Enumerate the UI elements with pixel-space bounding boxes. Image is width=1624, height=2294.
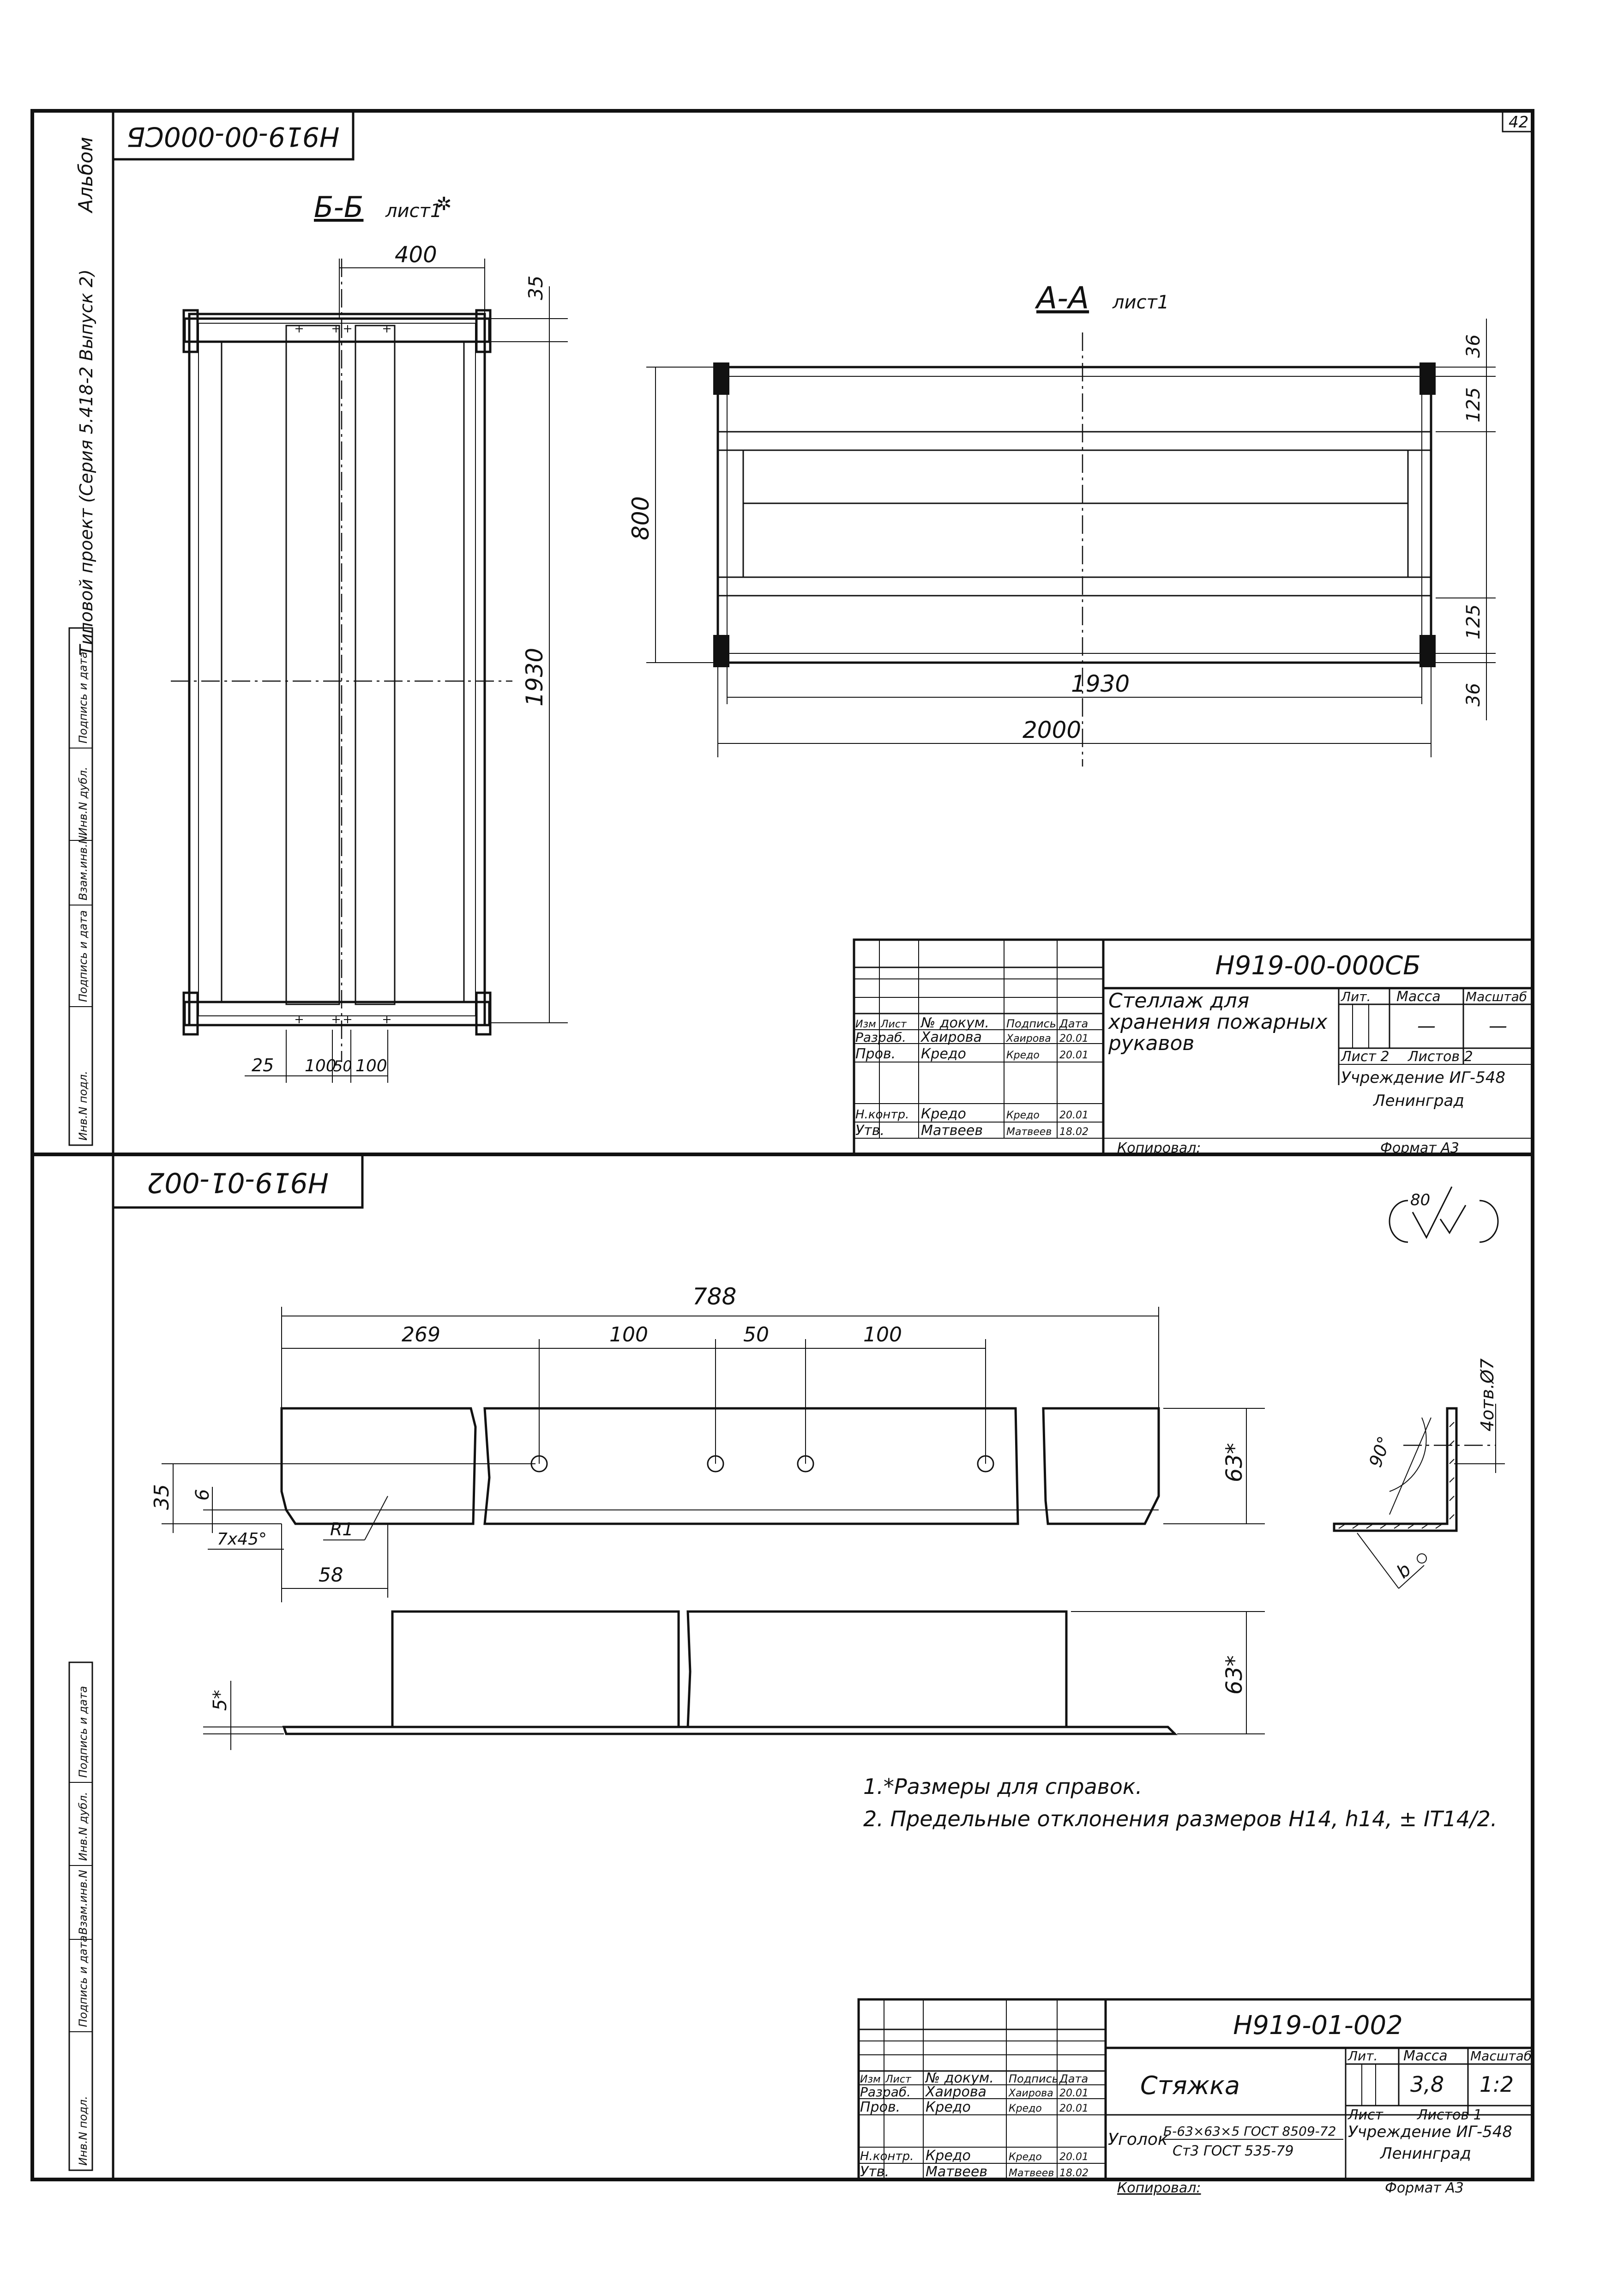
sheet1-tb-mass-val: — <box>1417 1015 1436 1037</box>
dim-63-top: 63* <box>1221 1655 1247 1695</box>
view-b-dim-400: 400 <box>395 242 437 268</box>
side-stamp2-vzam: Взам.инв.N <box>77 1870 90 1935</box>
sheet1-tb-hdr-ndoc: № докум. <box>921 1015 989 1031</box>
sheet1-code-rotated: Н919-00-000СБ <box>126 121 340 152</box>
sheet1-tb-org: Учреждение ИГ-548 <box>1341 1069 1505 1087</box>
sheet1-tb-r2-date: 20.01 <box>1059 1050 1089 1061</box>
view-a-dim-800: 800 <box>627 496 654 540</box>
sheet1-tb-r4-role: Утв. <box>855 1123 884 1139</box>
view-a-section <box>627 280 1496 767</box>
note-2: 2. Предельные отклонения размеров Н14, h14, ± IT14/2. <box>863 1806 1498 1831</box>
sheet1-tb-r2-name: Кредо <box>921 1046 966 1062</box>
sheet2-tb-r1-sign: Хаирова <box>1009 2088 1053 2099</box>
sheet2-tb-r2-date: 20.01 <box>1059 2103 1089 2114</box>
view-b-dim-100b: 100 <box>355 1056 387 1075</box>
sheet2-tb-hdr-sign: Подпись <box>1009 2072 1059 2085</box>
view-a-dim-1930: 1930 <box>1071 670 1130 697</box>
view-b-outline <box>189 314 485 1025</box>
sheet2-tb-r1-date: 20.01 <box>1059 2088 1089 2099</box>
dim-chamfer: 7x45° <box>217 1530 267 1549</box>
side-stamp2-dubl: Инв.N дубл. <box>77 1792 90 1861</box>
sheet2-tb-r3-date: 20.01 <box>1059 2151 1089 2163</box>
view-b-dim-50: 50 <box>333 1057 352 1075</box>
roughness-symbol <box>1389 1187 1498 1242</box>
sheet1-tb-name-wrap <box>1106 990 1336 1083</box>
sheet1-tb-sheets: Листов 2 <box>1408 1049 1473 1065</box>
dim-58: 58 <box>319 1564 343 1586</box>
note-1: 1.*Размеры для справок. <box>863 1774 1143 1799</box>
dim-788: 788 <box>692 1283 737 1310</box>
sheet1-tb-r4-date: 18.02 <box>1059 1126 1089 1138</box>
sheet2-tb-r3-role: Н.контр. <box>860 2149 914 2163</box>
view-b-dim-100a: 100 <box>305 1056 337 1075</box>
sheet2-tb-hdr-list: Лист <box>885 2074 911 2085</box>
sheet1-tb-hdr-list: Лист <box>881 1019 907 1030</box>
side-stamp2-inv: Инв.N подл. <box>77 2096 90 2166</box>
sheet1-tb-scale-val: — <box>1489 1015 1507 1037</box>
sheet2-tb-r2-sign: Кредо <box>1009 2103 1042 2114</box>
sheet1-tb-r3-name: Кредо <box>921 1106 966 1122</box>
sheet1-tb-hdr-date: Дата <box>1059 1017 1089 1030</box>
sheet1-tb-r3-sign: Кредо <box>1006 1110 1040 1121</box>
view-b-mark: ✲ <box>436 193 452 215</box>
sheet2-tb-scale: Масштаб <box>1470 2048 1532 2064</box>
sheet2-tb-mass: Масса <box>1403 2048 1448 2064</box>
sheet1-tb-city: Ленинград <box>1373 1092 1464 1110</box>
sheet2-tb-hdr-izm: Изм <box>860 2074 881 2085</box>
sheet2-code-box <box>113 1154 362 1207</box>
sheet2-tb-r2-role: Пров. <box>860 2099 901 2115</box>
dim-50: 50 <box>743 1323 769 1346</box>
sheet2-tb-r4-name: Матвеев <box>926 2164 988 2180</box>
sheet2-code-rotated: Н919-01-002 <box>147 1166 329 1199</box>
sheet2-tb-code: Н919-01-002 <box>1233 2010 1403 2040</box>
view-a-dim-2000: 2000 <box>1023 717 1082 743</box>
sheet2-tb-sheets: Листов 1 <box>1417 2107 1482 2123</box>
view-b-title: Б-Б <box>314 190 364 224</box>
sheet2-tb-material-bottom: Ст3 ГОСТ 535-79 <box>1173 2143 1294 2159</box>
sheet2-tb-format: Формат А3 <box>1385 2180 1464 2196</box>
view-a-dim-36-top: 36 <box>1463 334 1484 358</box>
view-b-dim-35: 35 <box>524 275 547 300</box>
view-a-ref: лист1 <box>1113 292 1169 313</box>
sheet2-tb-scale-val: 1:2 <box>1480 2072 1514 2097</box>
dim-100a: 100 <box>609 1323 648 1346</box>
sheet-frames <box>32 111 1533 2179</box>
sheet1-tb-r4-sign: Матвеев <box>1006 1126 1052 1138</box>
side-stamp-sign: Подпись и дата <box>77 910 90 1002</box>
project-label: Типовой проект (Серия 5.418-2 Выпуск 2) <box>76 269 96 656</box>
sheet2-tb-material-top: Б-63×63×5 ГОСТ 8509-72 <box>1163 2124 1336 2139</box>
view-b-ref: лист1 <box>385 200 442 222</box>
sheet1-title-block <box>854 940 1533 1156</box>
sheet1-tb-mass: Масса <box>1396 989 1441 1005</box>
sheet1-tb-hdr-izm: Изм <box>855 1019 876 1030</box>
view-b-dim-1930: 1930 <box>521 647 548 706</box>
view-a-title: А-А <box>1036 280 1089 316</box>
sheet2-tb-r3-sign: Кредо <box>1009 2151 1042 2163</box>
sheet1-tb-scale: Масштаб <box>1466 989 1528 1004</box>
sheet1-tb-sheet: Лист 2 <box>1341 1049 1389 1065</box>
notes <box>863 1774 1497 1831</box>
dim-100b: 100 <box>863 1323 902 1346</box>
sheet2-tb-lit: Лит. <box>1348 2048 1378 2064</box>
sheet2-tb-name: Стяжка <box>1140 2071 1240 2100</box>
sheet2-tb-org: Учреждение ИГ-548 <box>1348 2123 1512 2141</box>
sheet2-tb-r4-sign: Матвеев <box>1009 2167 1054 2179</box>
sheet1-tb-r4-name: Матвеев <box>921 1123 983 1139</box>
roughness-value: 80 <box>1410 1191 1431 1209</box>
view-a-dim-125-bottom: 125 <box>1463 604 1484 640</box>
sheet1-tb-r2-role: Пров. <box>855 1046 896 1062</box>
sheet1-tb-format: Формат А3 <box>1380 1140 1459 1156</box>
sheet1-code-box <box>113 111 353 159</box>
sheet2-tb-hdr-ndoc: № докум. <box>926 2070 994 2086</box>
sheet1-tb-r1-role: Разраб. <box>855 1030 907 1045</box>
part-front-view <box>150 1283 1265 1602</box>
sheet1-tb-hdr-sign: Подпись <box>1006 1017 1056 1030</box>
sheet2-tb-r4-date: 18.02 <box>1059 2167 1089 2179</box>
sheet2-title-block <box>859 1999 1533 2196</box>
sheet1-tb-code: Н919-00-000СБ <box>1215 951 1421 981</box>
sheet1-tb-r3-role: Н.контр. <box>855 1108 909 1122</box>
side-stamp2-sign2: Подпись и дата <box>77 1686 90 1778</box>
sheet2-tb-r4-role: Утв. <box>860 2164 889 2180</box>
sheet1-tb-r2-sign: Кредо <box>1006 1050 1040 1061</box>
sheet1-tb-r1-sign: Хаирова <box>1006 1033 1051 1044</box>
sheet1-tb-r1-name: Хаирова <box>921 1029 982 1045</box>
dim-269: 269 <box>402 1323 440 1346</box>
part-top-view <box>203 1612 1265 1750</box>
dim-b: b <box>1392 1559 1415 1583</box>
view-b-section <box>171 190 568 1083</box>
sheet2-tb-city: Ленинград <box>1380 2144 1471 2163</box>
dim-63-front: 63* <box>1221 1443 1247 1482</box>
sheet1-tb-r3-date: 20.01 <box>1059 1110 1089 1121</box>
dim-r1: R1 <box>330 1519 354 1539</box>
sheet1-tb-copied: Копировал: <box>1117 1140 1201 1156</box>
side-stamp-inv: Инв.N подл. <box>77 1071 90 1141</box>
dim-holes: 4отв.Ø7 <box>1477 1358 1498 1431</box>
view-a-dim-125-top: 125 <box>1463 387 1484 423</box>
dim-90deg: 90° <box>1365 1433 1395 1470</box>
sheet2-tb-r1-role: Разраб. <box>860 2084 911 2100</box>
page-number: 42 <box>1509 113 1529 132</box>
view-a-dim-36-bottom: 36 <box>1463 683 1484 706</box>
dim-5: 5* <box>210 1690 231 1711</box>
album-label: Альбом <box>74 137 97 212</box>
sheet2-tb-mass-val: 3,8 <box>1410 2072 1444 2097</box>
angle-section <box>1334 1358 1505 1588</box>
view-a-outline <box>718 367 1431 663</box>
sheet2-tb-material-label: Уголок <box>1108 2130 1168 2149</box>
sheet2-tb-r3-name: Кредо <box>926 2148 971 2164</box>
side-stamp-vzam: Взам.инв.N <box>77 835 90 900</box>
sheet1-tb-name: Стеллаж для хранения пожарных рукавов <box>1108 990 1328 1055</box>
sheet1-tb-r1-date: 20.01 <box>1059 1033 1089 1044</box>
sheet2-tb-sheet: Лист <box>1348 2107 1383 2123</box>
sheet2-tb-r1-name: Хаирова <box>926 2084 986 2100</box>
side-stamp-dubl: Инв.N дубл. <box>77 767 90 836</box>
dim-6: 6 <box>192 1489 213 1501</box>
sheet2-tb-r2-name: Кредо <box>926 2099 971 2115</box>
side-stamp2-sign: Подпись и дата <box>77 1935 90 2027</box>
sheet1-tb-lit: Лит. <box>1341 989 1371 1004</box>
view-b-dim-25: 25 <box>252 1055 274 1075</box>
side-stamp-sign2: Подпись и дата <box>77 652 90 743</box>
sheet2-tb-copied: Копировал: <box>1117 2180 1201 2196</box>
sheet2-tb-hdr-date: Дата <box>1059 2072 1089 2085</box>
dim-35: 35 <box>150 1484 174 1510</box>
